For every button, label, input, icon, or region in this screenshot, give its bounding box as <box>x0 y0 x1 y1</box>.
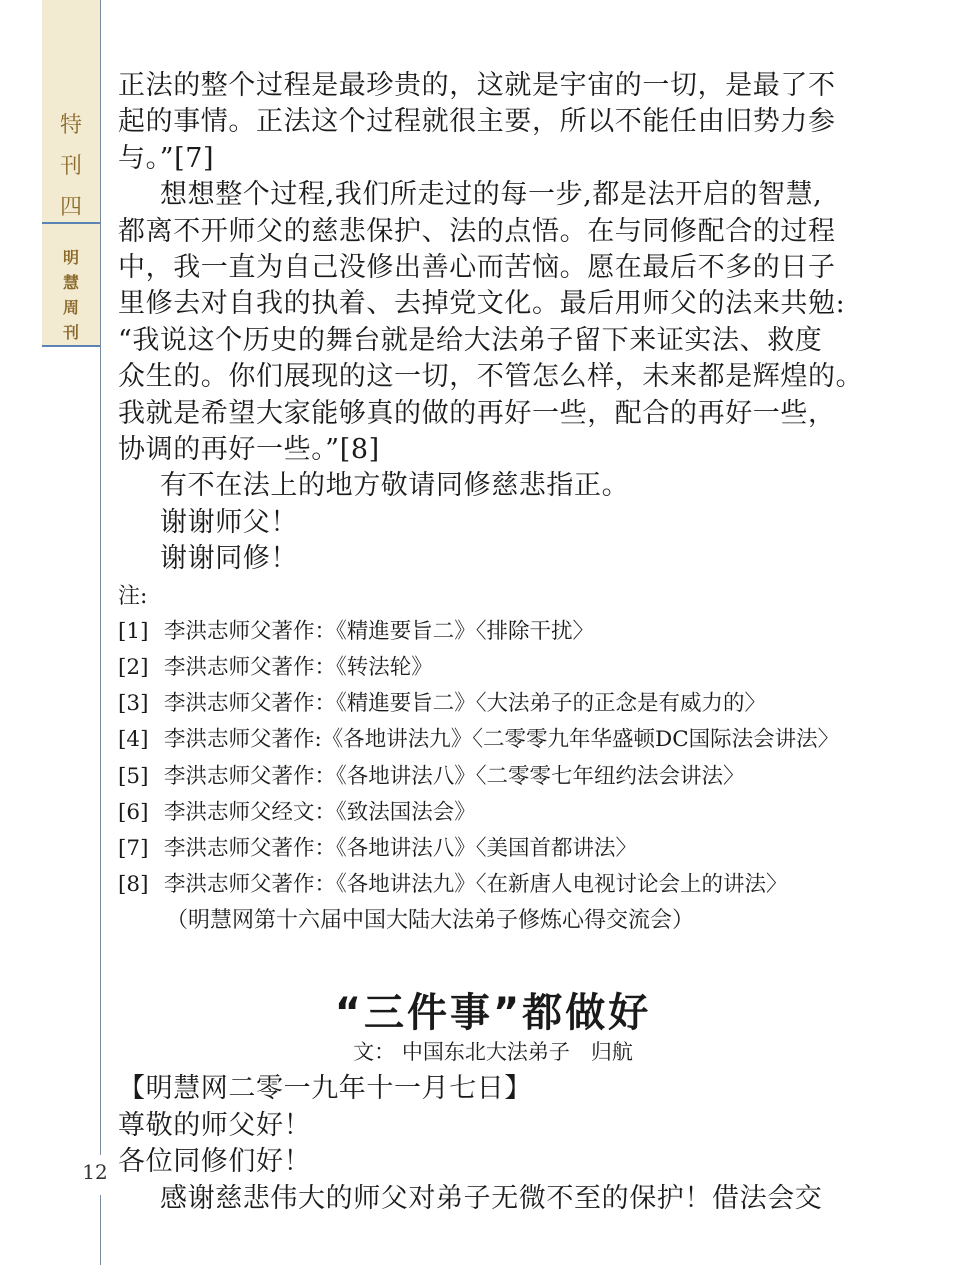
note-text: 李洪志师父著作：《各地讲法九》〈在新唐人电视讨论会上的讲法〉 <box>164 872 788 898</box>
note-item <box>118 650 868 686</box>
note-text: 李洪志师父著作：《精進要旨二》〈排除干扰〉 <box>164 618 595 644</box>
note-item <box>118 614 868 650</box>
body-line: 协调的再好一些。”[8] <box>118 434 380 466</box>
note-text: 李洪志师父著作：《各地讲法八》〈美国首都讲法〉 <box>164 835 638 861</box>
body-line: “我说这个历史的舞台就是给大法弟子留下来证实法、救度 <box>118 324 823 356</box>
margin-rule <box>100 0 101 1265</box>
body-line: 正法的整个过程是最珍贵的，这就是宇宙的一切，是最了不 <box>118 70 836 101</box>
body-line: 与。”[7] <box>118 142 215 174</box>
magazine-char: 刊 <box>62 323 79 342</box>
greeting-line: 各位同修们好！ <box>118 1146 312 1178</box>
body-line: 感谢慈悲伟大的师父对弟子无微不至的保护！借法会交 <box>160 1182 823 1214</box>
note-text: 李洪志师父著作：《各地讲法八》〈二零零七年纽约法会讲法〉 <box>164 763 745 789</box>
note-number: [5] <box>118 763 149 789</box>
note-item <box>118 759 868 795</box>
article-title: “三件事”都做好 <box>334 990 652 1037</box>
note-number: [1] <box>118 618 149 644</box>
body-line: 都离不开师父的慈悲保护、法的点悟。在与同修配合的过程 <box>118 215 836 247</box>
note-item <box>118 722 868 758</box>
note-number: [7] <box>118 835 149 861</box>
note-item <box>118 795 868 831</box>
body-line: 想想整个过程,我们所走过的每一步,都是法开启的智慧, <box>160 179 823 211</box>
note-text: 李洪志师父著作:《各地讲法九》〈二零零九年华盛顿DC国际法会讲法〉 <box>164 727 840 753</box>
note-number: [3] <box>118 691 149 717</box>
body-line: 众生的。你们展现的这一切，不管怎么样，未来都是辉煌的。 <box>118 361 864 393</box>
body-line: 起的事情。正法这个过程就很主要，所以不能任由旧势力参 <box>118 106 836 138</box>
body-line: 里修去对自我的执着、去掉党文化。最后用师父的法来共勉: <box>118 288 846 320</box>
magazine-char: 慧 <box>62 273 79 292</box>
body-line: 我就是希望大家能够真的做的再好一些，配合的再好一些， <box>118 397 836 429</box>
special-issue-char: 四 <box>59 195 82 220</box>
note-number: [6] <box>118 799 149 825</box>
greeting-line: 尊敬的师父好！ <box>118 1109 312 1141</box>
notes-label: 注: <box>118 583 148 609</box>
source-citation: （明慧网第十六届中国大陆大法弟子修炼心得交流会） <box>166 908 695 934</box>
article-date: 【明慧网二零一九年十一月七日】 <box>118 1073 532 1105</box>
article-author: 文： 中国东北大法弟子 归航 <box>353 1040 633 1065</box>
body-line: 谢谢同修！ <box>160 543 298 575</box>
note-text: 李洪志师父著作：《精進要旨二》〈大法弟子的正念是有威力的〉 <box>164 691 767 717</box>
body-line: 谢谢师父！ <box>160 506 298 538</box>
note-item <box>118 867 868 903</box>
magazine-char: 明 <box>62 248 79 267</box>
body-line: 有不在法上的地方敬请同修慈悲指正。 <box>160 470 630 502</box>
note-item <box>118 831 868 867</box>
page-number: 12 <box>82 1160 108 1184</box>
magazine-name <box>42 245 100 343</box>
notes-section <box>118 580 868 940</box>
note-number: [2] <box>118 654 149 680</box>
note-item <box>118 686 868 722</box>
note-text: 李洪志师父著作：《转法轮》 <box>164 654 433 680</box>
note-number: [4] <box>118 727 149 753</box>
magazine-char: 周 <box>62 298 79 317</box>
body-line: 中，我一直为自己没修出善心而苦恼。愿在最后不多的日子 <box>118 252 836 284</box>
note-number: [8] <box>118 872 149 898</box>
special-issue-label <box>42 108 100 221</box>
page-content <box>118 68 868 1217</box>
special-issue-char: 特 <box>59 113 82 138</box>
special-issue-char: 刊 <box>59 154 82 179</box>
note-text: 李洪志师父经文：《致法国法会》 <box>164 799 476 825</box>
sidebar-divider <box>42 222 100 224</box>
